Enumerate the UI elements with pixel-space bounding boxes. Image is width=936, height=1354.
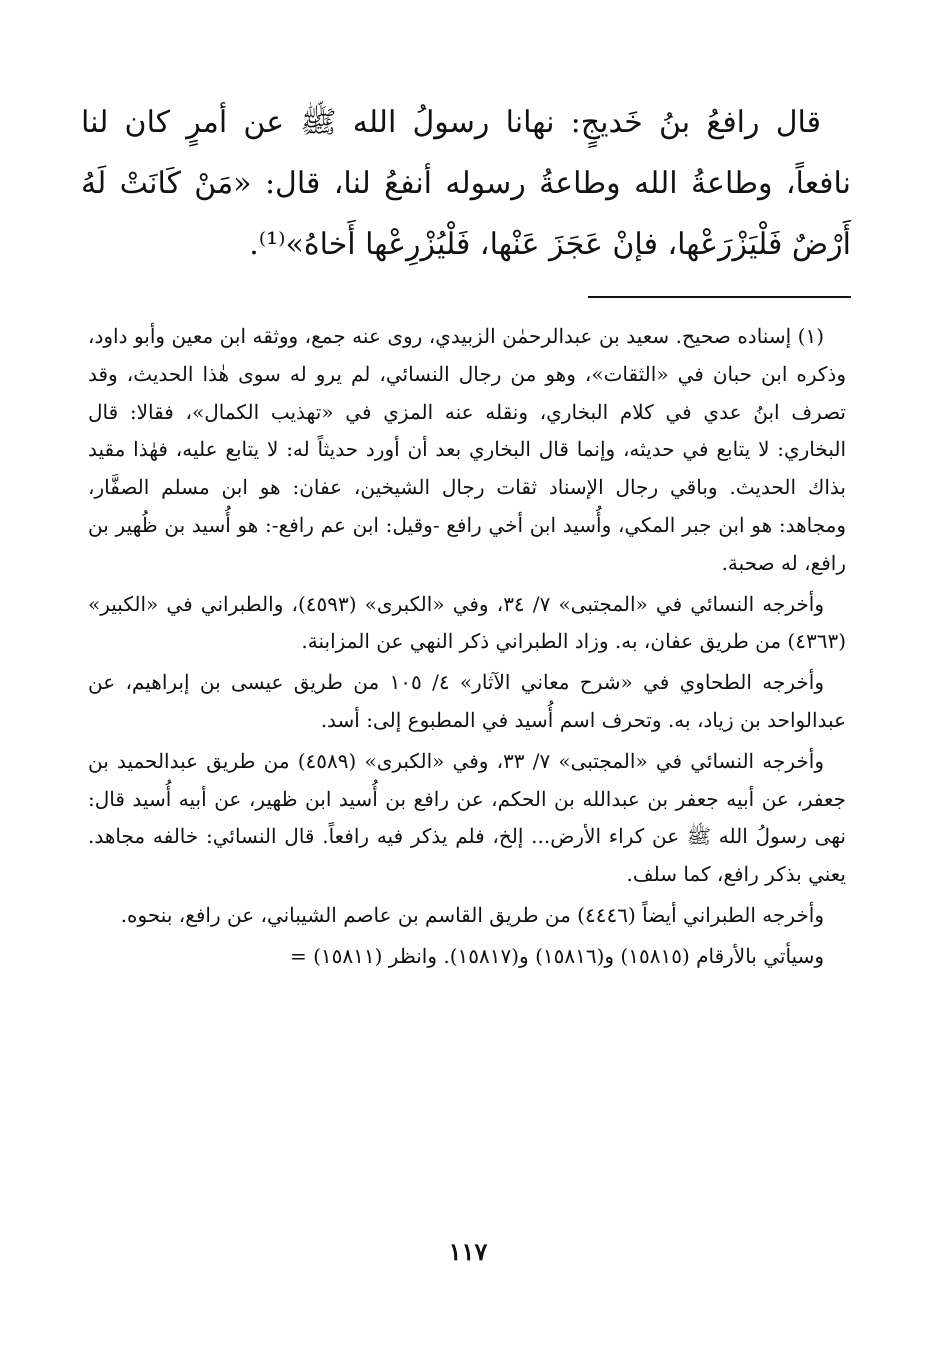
footnote-paragraph-5: وأخرجه الطبراني أيضاً (٤٤٤٦) من طريق القاسم بن عاصم الشيباني، عن رافع، بنحوه. (120, 902, 824, 927)
footnote-paragraph-4: وأخرجه النسائي في «المجتبى» ٧/ ٣٣، وفي «الكبرى» (٤٥٨٩) من طريق عبدالحميد بن جعفر، عن أبيه جعفر بن عبدالله بن الحكم، عن رافع بن أُسيد ابن ظهير، عن أبيه أُسيد قال: نهى رسولُ الله ﷺ عن كراء الأرض... إلخ، فلم يذكر فيه رافعاً. قال النسائي: خالفه مجاهد. يعني بذكر رافع، كما سلف. (88, 748, 846, 887)
footnote-paragraph-2: وأخرجه النسائي في «المجتبى» ٧/ ٣٤، وفي «الكبرى» (٤٥٩٣)، والطبراني في «الكبير» (٤٣٦٣) من طريق عفان، به. وزاد الطبراني ذكر النهي عن المزابنة. (88, 591, 846, 654)
main-text-block (81, 92, 851, 275)
footnotes-block (88, 318, 846, 979)
footnote-paragraph-6: وسيأتي بالأرقام (١٥٨١٥) و(١٥٨١٦) و(١٥٨١٧). وانظر (١٥٨١١) = (289, 943, 824, 968)
page-number: ١١٧ (448, 1237, 488, 1266)
footnote-paragraph-1: (١) إسناده صحيح. سعيد بن عبدالرحمٰن الزبيدي، روى عنه جمع، ووثقه ابن معين وأبو داود، وذكره ابن حبان في «الثقات»، وهو من رجال النسائي، لم يرو له سوى هٰذا الحديث، وقد تصرف ابنُ عدي في كلام البخاري، ونقله عنه المزي في «تهذيب الكمال»، فقالا: قال البخاري: لا يتابع في حديثه، وإنما قال البخاري بعد أن أورد حديثاً له: لا يتابع عليه، فهٰذا مقيد بذاك الحديث. وباقي رجال الإسناد ثقات رجال الشيخين، عفان: هو ابن مسلم الصفَّار، ومجاهد: هو ابن جبر المكي، وأُسيد ابن أخي رافع -وقيل: ابن عم رافع-: هو أُسيد بن ظُهير بن رافع، له صحبة. (88, 324, 846, 575)
main-paragraph: قال رافعُ بنُ خَديجٍ: نهانا رسولُ الله ﷺ عن أمرٍ كان لنا نافعاً، وطاعةُ الله وطاعةُ رسوله أنفعُ لنا، قال: «مَنْ كَانَتْ لَهُ أَرْضٌ فَلْيَزْرَعْها، فإنْ عَجَزَ عَنْها، فَلْيُزْرِعْها أَخاهُ»⁽¹⁾. (81, 105, 851, 262)
footnote-paragraph-3: وأخرجه الطحاوي في «شرح معاني الآثار» ٤/ ١٠٥ من طريق عيسى بن إبراهيم، عن عبدالواحد بن زياد، به. وتحرف اسم أُسيد في المطبوع إلى: أسد. (88, 670, 846, 732)
footnote-separator (588, 296, 851, 298)
